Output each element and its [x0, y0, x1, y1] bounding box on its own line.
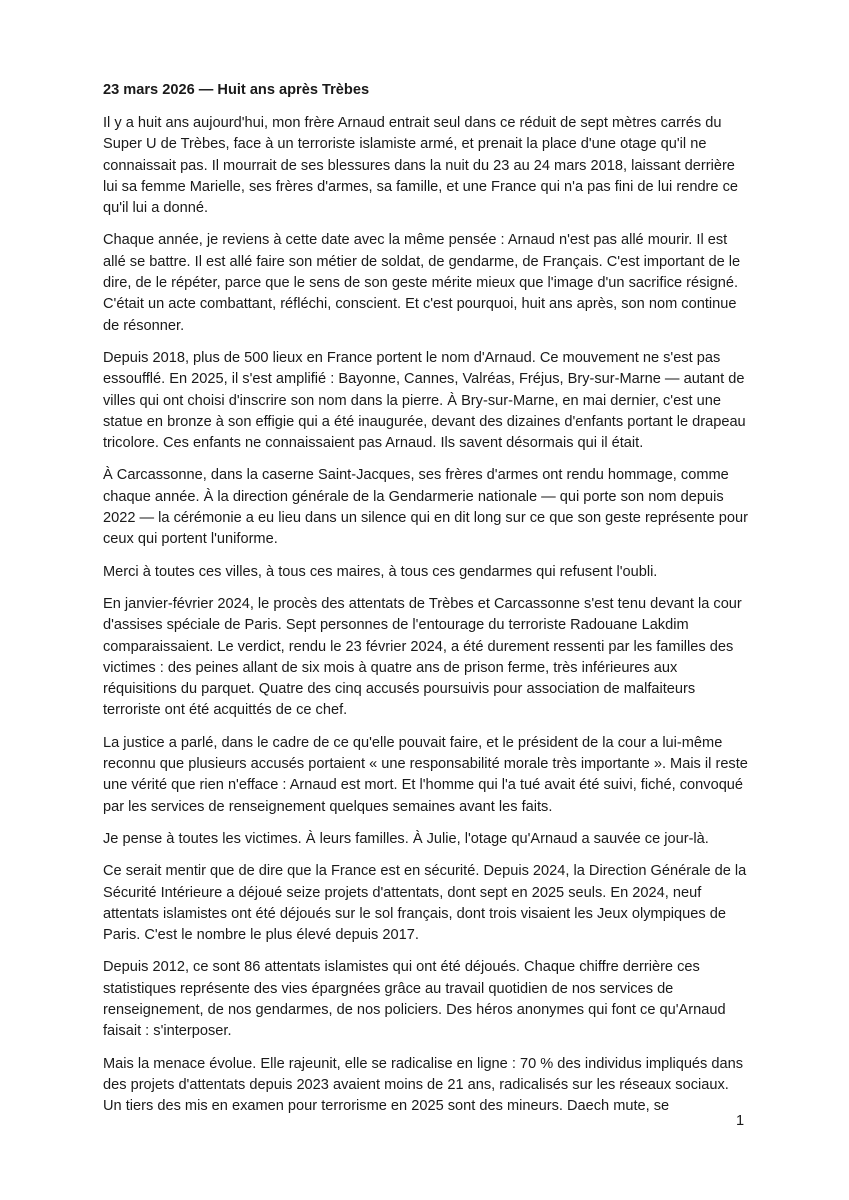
paragraph-anniversary: Il y a huit ans aujourd'hui, mon frère Arnaud entrait seul dans ce réduit de sept mètres carrés du Super U de Trèbes, face à un terroriste islamiste armé, et prenait la place d'une otage qu'il ne connaissait pas. Il mourrait de ses blessures dans la nuit du 23 au 24 mars 2018, laissant derrière lui sa femme Marielle, ses frères d'armes, sa famille, et une France qui n'a pas fini de lui rendre ce qu'il lui a donné. [103, 115, 739, 217]
paragraph-threat-evolves: Mais la menace évolue. Elle rajeunit, elle se radicalise en ligne : 70 % des individus impliqués dans des projets d'attentats depuis 2023 avaient moins de 21 ans, radicalisés sur les réseaux sociaux. Un tiers des mis en examen pour terrorisme en 2025 sont des mineurs. Daech mute, se [103, 1055, 744, 1115]
document-title: 23 mars 2026 — Huit ans après Trèbes [103, 82, 370, 98]
paragraph-combat-act: Chaque année, je reviens à cette date avec la même pensée : Arnaud n'est pas allé mourir. Il est allé se battre. Il est allé faire son métier de soldat, de gendarme, de Français. C'est important de le dire, de le répéter, parce que le sens de son geste mérite mieux que l'image d'un sacrifice résigné. C'était un acte combattant, réfléchi, conscient. Et c'est pourquoi, huit ans après, son nom continue de résonner. [103, 232, 741, 334]
paragraph-trial: En janvier-février 2024, le procès des attentats de Trèbes et Carcassonne s'est tenu devant la cour d'assises spéciale de Paris. Sept personnes de l'entourage du terroriste Radouane Lakdim comparaissaient. Le verdict, rendu le 23 février 2024, a été durement ressenti par les familles des victimes : des peines allant de six mois à quatre ans de prison ferme, très inférieures aux réquisitions du parquet. Quatre des cinq accusés poursuivis pour association de malfaiteurs terroriste ont été acquittés de ce chef. [103, 595, 742, 719]
paragraph-carcassonne-tribute: À Carcassonne, dans la caserne Saint-Jacques, ses frères d'armes ont rendu hommage, comme chaque année. À la direction générale de la Gendarmerie nationale — qui porte son nom depuis 2022 — la cérémonie a eu lieu dans un silence qui en dit long sur ce que son geste représente pour ceux qui portent l'uniforme. [103, 467, 748, 548]
paragraph-thanks: Merci à toutes ces villes, à tous ces maires, à tous ces gendarmes qui refusent l'oubli. [103, 563, 658, 580]
paragraph-security: Ce serait mentir que de dire que la France est en sécurité. Depuis 2024, la Direction Générale de la Sécurité Intérieure a déjoué seize projets d'attentats, dont sept en 2025 seuls. En 2024, neuf attentats islamistes ont été déjoués sur le sol français, dont trois visaient les Jeux olympiques de Paris. C'est le nombre le plus élevé depuis 2017. [103, 863, 747, 944]
paragraph-justice: La justice a parlé, dans le cadre de ce qu'elle pouvait faire, et le président de la cour a lui-même reconnu que plusieurs accusés portaient « une responsabilité morale très importante ». Mais il reste une vérité que rien n'efface : Arnaud est mort. Et l'homme qui l'a tué avait été suivi, fiché, convoqué par les services de renseignement quelques semaines avant les faits. [103, 734, 748, 815]
paragraph-victims: Je pense à toutes les victimes. À leurs familles. À Julie, l'otage qu'Arnaud a sauvée ce jour-là. [103, 830, 709, 847]
paragraph-foiled-attacks: Depuis 2012, ce sont 86 attentats islamistes qui ont été déjoués. Chaque chiffre derrière ces statistiques représente des vies épargnées grâce au travail quotidien de nos services de renseignement, de nos gendarmes, de nos policiers. Des héros anonymes qui font ce qu'Arnaud faisait : s'interposer. [103, 959, 726, 1040]
document-body [103, 80, 751, 1128]
page-number: 1 [736, 1113, 745, 1129]
paragraph-places-named: Depuis 2018, plus de 500 lieux en France portent le nom d'Arnaud. Ce mouvement ne s'est pas essoufflé. En 2025, il s'est amplifié : Bayonne, Cannes, Valréas, Fréjus, Bry-sur-Marne — autant de villes qui ont choisi d'inscrire son nom dans la pierre. À Bry-sur-Marne, en mai dernier, c'est une statue en bronze à son effigie qui a été inaugurée, devant des dizaines d'enfants portant le drapeau tricolore. Ces enfants ne connaissaient pas Arnaud. Ils savent désormais qui il était. [103, 349, 746, 452]
